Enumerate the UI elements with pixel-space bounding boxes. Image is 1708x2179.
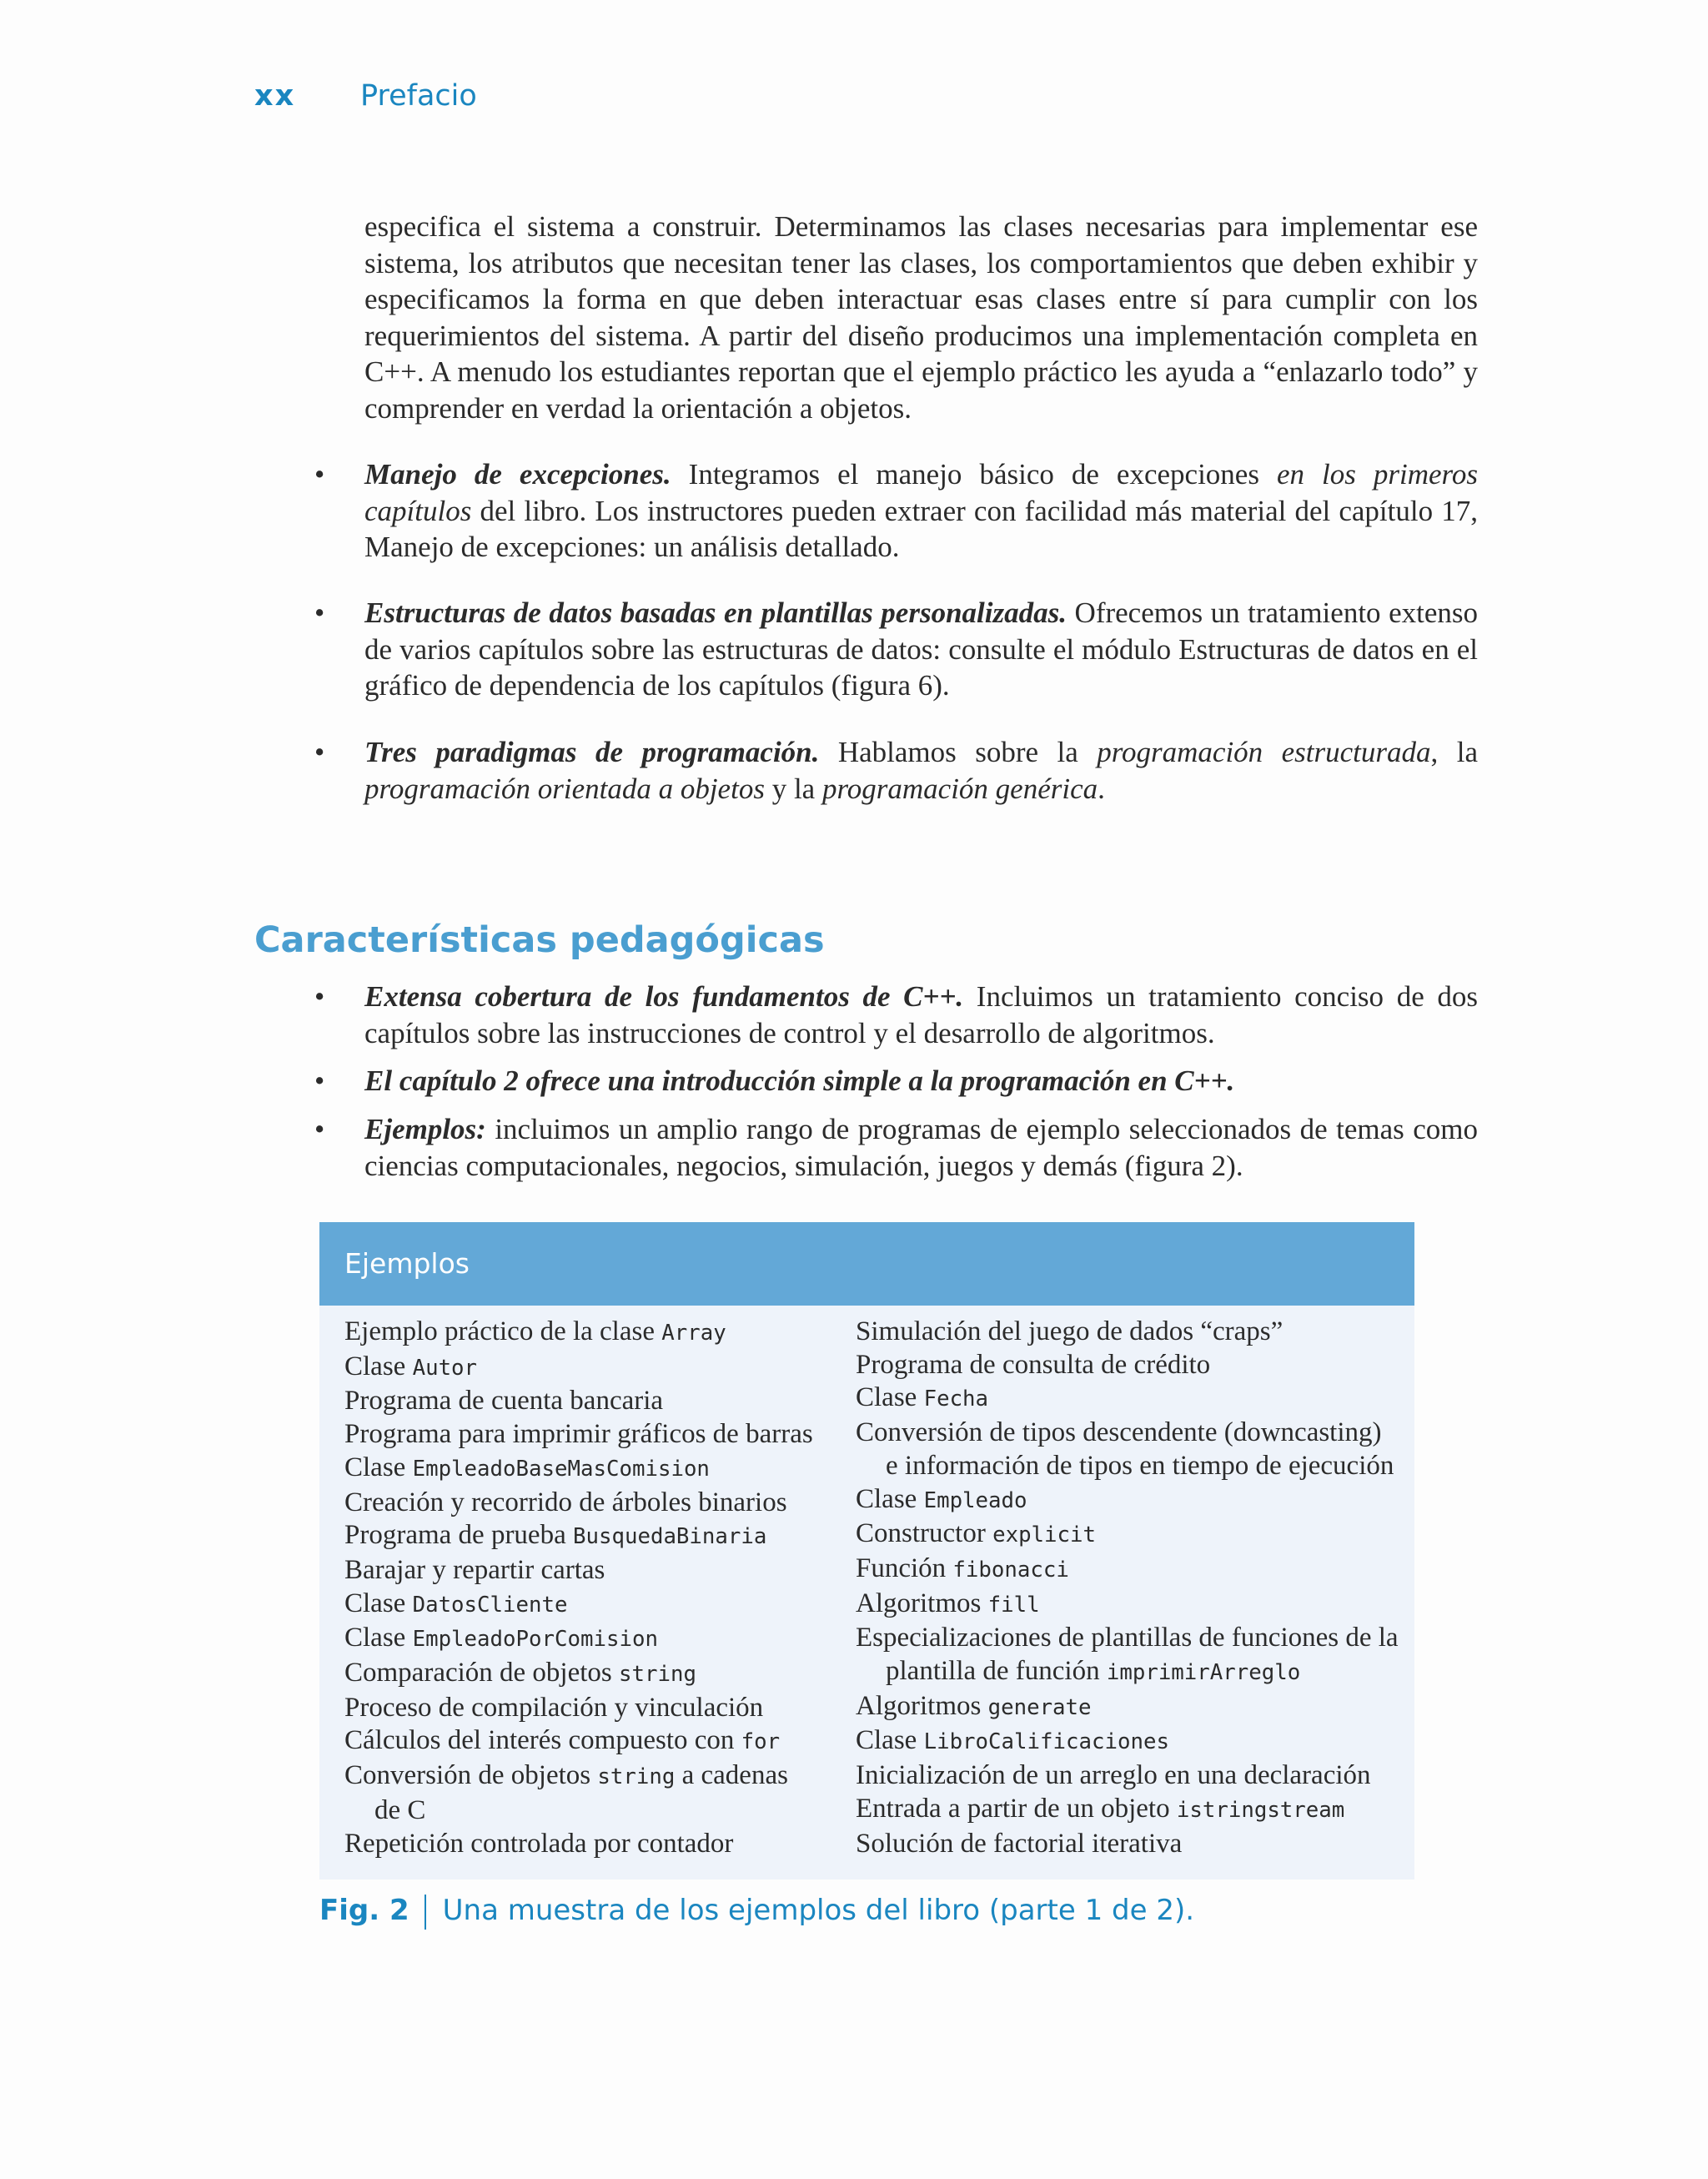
cell-text: Comparación de objetos xyxy=(344,1658,620,1688)
cell-code: generate xyxy=(987,1694,1092,1720)
bullet-dot: • xyxy=(314,1064,325,1097)
caption-divider xyxy=(424,1895,426,1930)
cell-code: Array xyxy=(661,1321,726,1346)
table-cell xyxy=(856,1517,1406,1552)
cell-text: e información de tipos en tiempo de ejecución xyxy=(886,1450,1394,1481)
cell-code: istringstream xyxy=(1176,1797,1345,1823)
table-cell xyxy=(344,1351,845,1386)
table-cell xyxy=(856,1588,1406,1623)
table-header: Ejemplos xyxy=(319,1222,1414,1306)
cell-text: Clase xyxy=(344,1351,413,1381)
table-cell xyxy=(344,1759,845,1794)
cell-text: Simulación del juego de dados “craps” xyxy=(856,1316,1284,1346)
bullet-lead: Ejemplos: xyxy=(364,1113,486,1145)
cell-code: for xyxy=(741,1729,781,1755)
cell-code: DatosCliente xyxy=(412,1592,568,1618)
cell-text: Repetición controlada por contador xyxy=(344,1828,734,1859)
caption-label: Fig. 2 xyxy=(319,1894,409,1927)
cell-text: de C xyxy=(374,1794,426,1825)
table-cell xyxy=(344,1487,845,1520)
cell-code: explicit xyxy=(992,1522,1097,1548)
table-cell xyxy=(344,1554,845,1588)
cell-text: Programa de consulta de crédito xyxy=(856,1349,1211,1380)
table-cell xyxy=(344,1588,845,1623)
table-cell xyxy=(856,1655,1406,1690)
cell-text: Clase xyxy=(344,1452,413,1482)
cell-code: string xyxy=(597,1764,676,1790)
page-header xyxy=(254,79,477,113)
figure-caption xyxy=(319,1894,1194,1930)
intro-paragraph: especifica el sistema a construir. Determinamos las clases necesarias para implementar ese sistema, los atributos que necesitan tener las clases, los comportamientos que deben exhibir y especificamos la forma en que deben interactuar esas clases entre sí para cumplir con los requerimientos del sistema. A partir del diseño producimos una implementación completa en C++. A menudo los estudiantes reportan que el ejemplo práctico les ayuda a “enlazarlo todo” y comprender en verdad la orientación a objetos. xyxy=(364,210,1478,425)
table-cell xyxy=(344,1692,845,1725)
table-cell xyxy=(856,1828,1406,1861)
bullet-dot: • xyxy=(314,980,325,1013)
table-column-right xyxy=(856,1316,1406,1860)
bullet-item xyxy=(314,595,1478,704)
bullet-dot: • xyxy=(314,1113,325,1145)
bullet-lead: Manejo de excepciones. xyxy=(364,458,671,491)
cell-text: Proceso de compilación y vinculación xyxy=(344,1692,764,1723)
table-cell xyxy=(856,1552,1406,1588)
table-column-left xyxy=(344,1316,845,1860)
cell-text: Clase xyxy=(856,1382,924,1413)
table-cell xyxy=(856,1622,1406,1655)
cell-text: Barajar y repartir cartas xyxy=(344,1554,605,1585)
table-cell xyxy=(344,1622,845,1657)
examples-table xyxy=(319,1222,1414,1880)
cell-text: Algoritmos xyxy=(856,1690,988,1721)
bullet-emphasis: programación estructurada xyxy=(1097,736,1431,768)
cell-text: Entrada a partir de un objeto xyxy=(856,1793,1177,1824)
table-cell xyxy=(344,1828,845,1861)
table-cell xyxy=(344,1794,845,1828)
cell-text: Cálculos del interés compuesto con xyxy=(344,1725,741,1756)
page-number: xx xyxy=(254,79,296,113)
cell-text: Algoritmos xyxy=(856,1588,988,1618)
table-cell xyxy=(344,1657,845,1692)
cell-code: fibonacci xyxy=(952,1557,1069,1583)
table-cell xyxy=(856,1381,1406,1417)
bullet-lead: Extensa cobertura de los fundamentos de C++. xyxy=(364,980,964,1013)
cell-text: Clase xyxy=(344,1623,413,1653)
bullet-text: Ofrecemos un tratamiento extenso de varios capítulos sobre las estructuras de datos: consulte el módulo Estructuras de datos en el gráfico de dependencia de los capítulos (figura 6). xyxy=(364,596,1478,702)
cell-code: BusquedaBinaria xyxy=(572,1524,767,1550)
table-cell xyxy=(344,1452,845,1487)
table-cell xyxy=(856,1450,1406,1483)
bullet-emphasis: programación orientada a objetos xyxy=(364,772,765,805)
bullet-text: Incluimos un tratamiento conciso de dos capítulos sobre las instrucciones de control y el desarrollo de algoritmos. xyxy=(364,980,1478,1049)
cell-text: Conversión de tipos descendente (downcasting) xyxy=(856,1417,1382,1448)
bullet-text: Integramos el manejo básico de excepciones xyxy=(671,458,1277,491)
table-cell xyxy=(856,1724,1406,1759)
bullet-emphasis: programación genérica xyxy=(821,772,1098,805)
bullet-item xyxy=(314,1111,1478,1184)
cell-text: Ejemplo práctico de la clase xyxy=(344,1316,662,1346)
bullet-item xyxy=(314,1063,1478,1100)
cell-text: Programa de prueba xyxy=(344,1520,573,1551)
bullet-text: Hablamos sobre la xyxy=(819,736,1098,768)
bullet-dot: • xyxy=(314,596,325,629)
cell-text: Creación y recorrido de árboles binarios xyxy=(344,1487,787,1517)
table-cell xyxy=(344,1519,845,1554)
table-cell xyxy=(856,1349,1406,1382)
cell-text: Solución de factorial iterativa xyxy=(856,1828,1183,1859)
cell-text: a cadenas xyxy=(675,1760,788,1791)
bullet-text: y la xyxy=(764,772,822,805)
bullet-item xyxy=(314,979,1478,1051)
section-heading: Características pedagógicas xyxy=(254,919,825,961)
bullet-item xyxy=(314,734,1478,807)
cell-text: Inicialización de un arreglo en una declaración xyxy=(856,1760,1371,1791)
bullet-dot: • xyxy=(314,458,325,491)
cell-text: Función xyxy=(856,1552,953,1583)
bullet-text: incluimos un amplio rango de programas de ejemplo seleccionados de temas como ciencias computacionales, negocios, simulación, juegos y demás (figura 2). xyxy=(364,1113,1478,1182)
cell-text: plantilla de función xyxy=(886,1656,1107,1687)
bullet-emphasis: en los primeros capítulos xyxy=(364,458,1478,527)
cell-code: imprimirArreglo xyxy=(1106,1660,1301,1686)
cell-text: Constructor xyxy=(856,1518,993,1549)
bullet-dot: • xyxy=(314,736,325,768)
cell-text: Programa para imprimir gráficos de barras xyxy=(344,1419,813,1450)
table-cell xyxy=(856,1417,1406,1450)
cell-code: fill xyxy=(987,1592,1040,1618)
bullet-lead: Estructuras de datos basadas en plantillas personalizadas. xyxy=(364,596,1067,629)
table-cell xyxy=(344,1724,845,1759)
cell-code: EmpleadoBaseMasComision xyxy=(412,1456,710,1482)
cell-code: string xyxy=(619,1662,696,1688)
cell-text: Programa de cuenta bancaria xyxy=(344,1386,664,1417)
bullet-text: del libro. Los instructores pueden extraer con facilidad más material del capítulo 17, Manejo de excepciones: un análisis detallado. xyxy=(364,494,1478,563)
cell-text: Clase xyxy=(856,1725,924,1756)
bullet-lead: Tres paradigmas de programación. xyxy=(364,736,820,768)
bullet-text: , la xyxy=(1430,736,1478,768)
cell-code: Empleado xyxy=(923,1487,1027,1513)
cell-text: Clase xyxy=(856,1483,924,1514)
table-cell xyxy=(344,1385,845,1418)
table-cell xyxy=(856,1793,1406,1828)
cell-code: Fecha xyxy=(923,1386,989,1412)
cell-code: LibroCalificaciones xyxy=(923,1729,1169,1755)
caption-text: Una muestra de los ejemplos del libro (parte 1 de 2). xyxy=(442,1894,1195,1927)
table-cell xyxy=(856,1316,1406,1349)
cell-text: Conversión de objetos xyxy=(344,1760,598,1791)
running-title: Prefacio xyxy=(360,79,477,113)
table-cell xyxy=(344,1316,845,1351)
cell-text: Especializaciones de plantillas de funciones de la xyxy=(856,1623,1399,1653)
table-cell xyxy=(344,1418,845,1452)
table-cell xyxy=(856,1690,1406,1725)
bullet-text: . xyxy=(1098,772,1105,805)
table-cell xyxy=(856,1759,1406,1793)
cell-code: EmpleadoPorComision xyxy=(412,1627,658,1653)
cell-code: Autor xyxy=(412,1355,478,1381)
table-cell xyxy=(856,1483,1406,1518)
bullet-item xyxy=(314,456,1478,566)
cell-text: Clase xyxy=(344,1588,413,1618)
bullet-lead: El capítulo 2 ofrece una introducción simple a la programación en C++. xyxy=(364,1064,1235,1097)
